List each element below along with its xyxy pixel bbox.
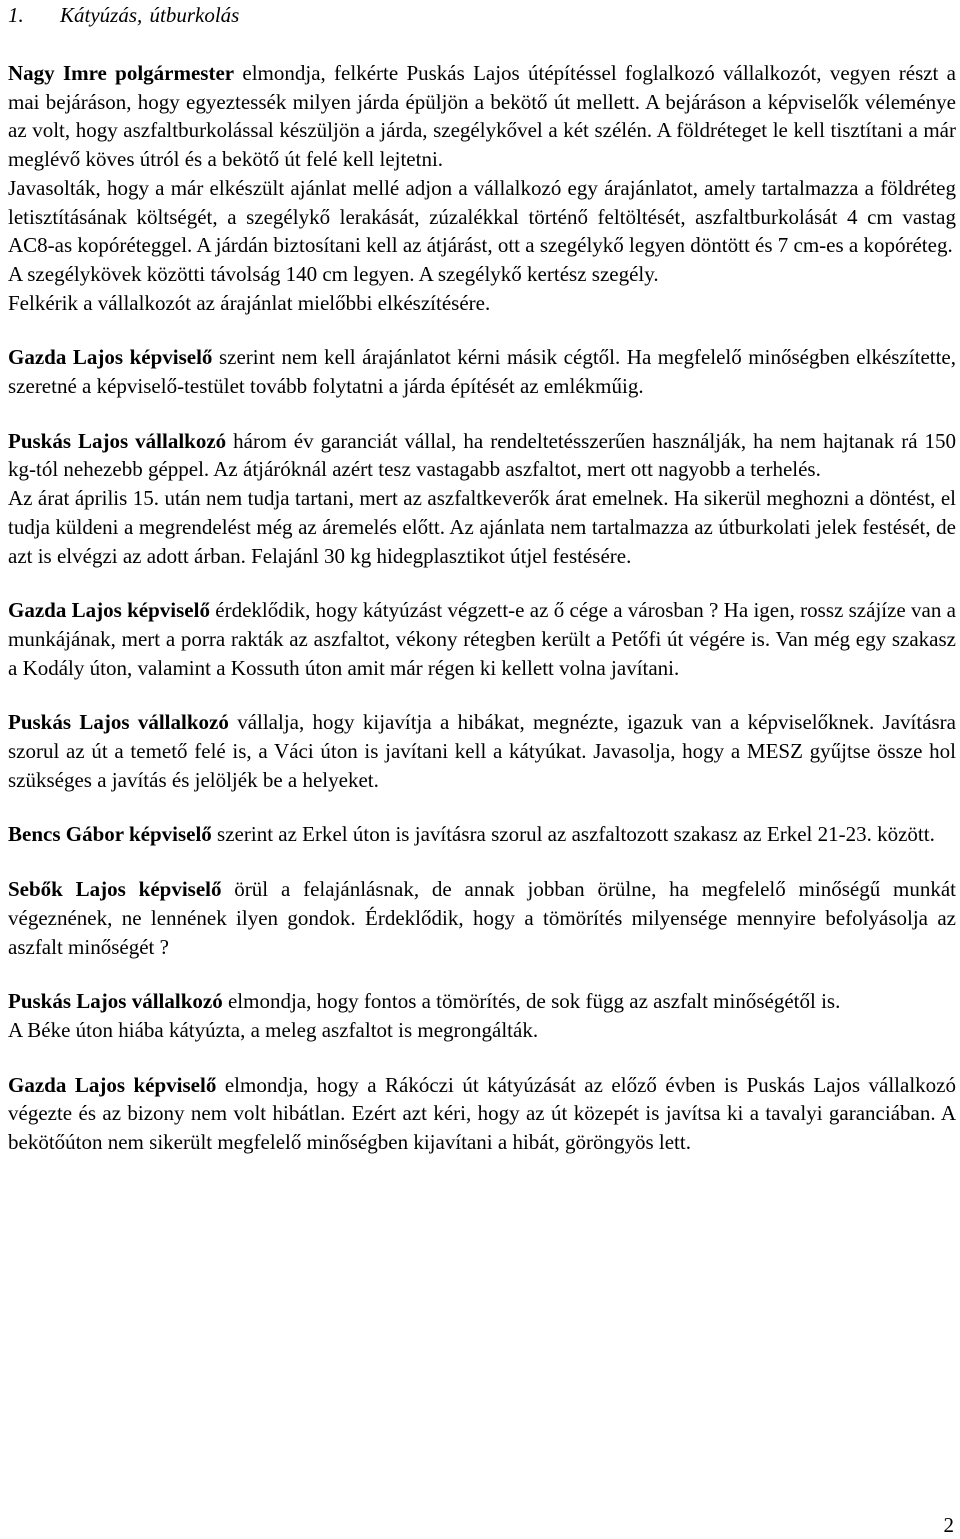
paragraph-text	[8, 708, 956, 794]
speaker-name: Puskás Lajos vállalkozó	[8, 428, 227, 453]
statement-text: szerint nem kell árajánlatot kérni másik cégtől. Ha megfelelő minőségben elkészítette, szeretné a képviselő-testület tovább folytatni a járda építését az emlékműig.	[8, 345, 956, 399]
speaker-paragraph	[8, 987, 956, 1044]
speaker-paragraph	[8, 875, 956, 961]
speaker-name: Puskás Lajos vállalkozó	[8, 989, 223, 1014]
speaker-paragraph	[8, 1071, 956, 1157]
speaker-paragraph	[8, 708, 956, 794]
speaker-name: Nagy Imre polgármester	[8, 61, 235, 85]
section-heading	[8, 0, 956, 30]
paragraph-text	[8, 987, 956, 1016]
statement-text: vállalja, hogy kijavítja a hibákat, megnézte, igazuk van a képviselőknek. Javításra szorul az út a temető felé is, a Váci úton is javítani kell a kátyúkat. Javasolja, hogy a MESZ gyűjtse össze hol szükséges a javítás és jelöljék be a helyeket.	[8, 710, 956, 792]
speaker-name: Gazda Lajos képviselő	[8, 1072, 217, 1097]
statement-text: Felkérik a vállalkozót az árajánlat mielőbbi elkészítésére.	[8, 290, 491, 315]
statement-text: örül a felajánlásnak, de annak jobban örülne, ha megfelelő minőségű munkát végeznének, ne lennének ilyen gondok. Érdeklődik, hogy a tömörítés milyensége mennyire befolyásolja az aszfalt minőségét ?	[8, 877, 957, 959]
document-page	[8, 0, 956, 1157]
statement-text: Az árat április 15. után nem tudja tartani, mert az aszfaltkeverők árat emelnek. Ha sikerül meghozni a döntést, el tudja küldeni a megrendelést még az áremelés előtt. Az ajánlata nem tartalmazza az útburkolati jelek festését, de azt is elvégzi az adott árban. Felajánl 30 kg hidegplasztikot útjel festésére.	[8, 486, 956, 568]
section-title: Kátyúzás, útburkolás	[60, 3, 240, 27]
paragraph-text	[8, 427, 956, 484]
speaker-paragraph	[8, 596, 956, 682]
statement-text: Javasolták, hogy a már elkészült ajánlat mellé adjon a vállalkozó egy árajánlatot, amely tartalmazza a földréteg letisztításának költségét, a szegélykő lerakását, zúzalékkal történő feltöltését, aszfaltburkolását 4 cm vastag AC8-as kopóréteggel. A járdán biztosítani kell az átjárást, ott a szegélykő legyen döntött és 7 cm-es a kopóréteg.	[8, 175, 956, 258]
page-number: 2	[943, 1513, 954, 1537]
statement-text: A szegélykövek közötti távolság 140 cm legyen. A szegélykő kertész szegély.	[8, 261, 659, 286]
paragraph-text	[8, 596, 956, 682]
speaker-paragraph	[8, 59, 956, 317]
paragraph-text	[8, 1071, 956, 1157]
section-number: 1.	[8, 3, 24, 27]
paragraph-text	[8, 820, 956, 849]
paragraph-text	[8, 875, 956, 961]
statement-text: szerint az Erkel úton is javításra szorul az aszfaltozott szakasz az Erkel 21-23. között.	[211, 822, 935, 847]
statement-text: érdeklődik, hogy kátyúzást végzett-e az ő cége a városban ? Ha igen, rossz szájíze van a munkájának, mert a porra rakták az aszfaltot, vékony rétegben került a Petőfi út végére is. Van még egy szakasz a Kodály úton, valamint a Kossuth úton amit már régen ki kellett volna javítani.	[8, 598, 957, 680]
speaker-name: Gazda Lajos képviselő	[8, 598, 210, 623]
speaker-name: Puskás Lajos vállalkozó	[8, 710, 229, 735]
statement-text: A Béke úton hiába kátyúzta, a meleg aszfaltot is megrongálták.	[8, 1017, 539, 1042]
statement-text: elmondja, hogy a Rákóczi út kátyúzását az előző évben is Puskás Lajos vállalkozó végezte és az bizony nem volt hibátlan. Ezért azt kéri, hogy az út közepét is javítsa ki a tavalyi garanciában. A bekötőúton nem sikerült megfelelő minőségben kijavítani a hibát, göröngyös lett.	[8, 1072, 956, 1155]
speaker-paragraph	[8, 343, 956, 400]
speaker-name: Gazda Lajos képviselő	[8, 345, 213, 370]
speaker-paragraph	[8, 820, 956, 849]
speaker-name: Sebők Lajos képviselő	[8, 877, 222, 902]
statement-text: elmondja, felkérte Puskás Lajos útépítéssel foglalkozó vállalkozót, vegyen részt a mai bejáráson, hogy egyeztessék milyen járda épüljön a bekötő út mellett. A bejáráson a képviselők véleménye az volt, hogy aszfaltburkolással készüljön a járda, szegélykővel a két szélén. A földréteget le kell tisztítani a már meglévő köves útról és a bekötő út felé kell lejtetni.	[8, 61, 956, 172]
statement-text: elmondja, hogy fontos a tömörítés, de sok függ az aszfalt minőségétől is.	[227, 989, 841, 1014]
paragraph-text	[8, 59, 956, 174]
statement-text: három év garanciát vállal, ha rendeltetésszerűen használják, ha nem hajtanak rá 150 kg-tól nehezebb géppel. Az átjáróknál azért tesz vastagabb aszfaltot, mert ott nagyobb a terhelés.	[8, 428, 956, 482]
speaker-name: Bencs Gábor képviselő	[8, 822, 212, 847]
paragraph-text	[8, 343, 956, 400]
speaker-paragraph	[8, 427, 956, 571]
